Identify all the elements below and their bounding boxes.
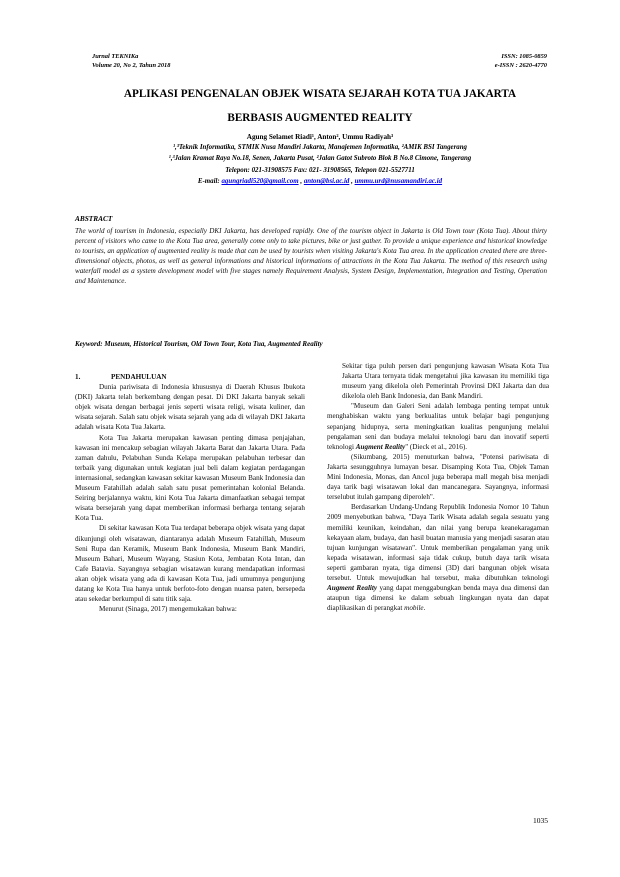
text-run: Berdasarkan Undang-Undang Republik Indonesia Nomor 10 Tahun 2009 menyebutkan bahwa, "Daya Tarik Wisata adalah segala sesuatu yang memiliki keunikan, keindahan, dan nilai yang berupa keanekaragaman kekayaan alam, budaya, dan hasil buatan manusia yang menjadi sasaran atau tujuan kunjungan wisatawan". Untuk memberikan pengalaman yang unik kepada wisatawan, informasi saja tidak cukup, butuh daya tarik wisata seperti gambaran nyata, tiga dimensi (3D) dari bangunan objek wisata tersebut. Untuk mewujudkan hal tersebut, maka dibutuhkan teknologi — [327, 503, 549, 582]
affiliation-3: Telepon: 021-31908575 Fax: 021- 31908565, Telepon 021-5527711 — [225, 167, 415, 174]
body-paragraph: Kota Tua Jakarta merupakan kawasan penting dimasa penjajahan, kawasan ini mencakup sebagian wilayah Jakarta Barat dan Jakarta Utara. Pada zaman dahulu, Pelabuhan Sunda Kelapa merupakan pelabuhan terbesar dan terbaik yang digunakan untuk kegiatan jual beli dalam kegiatan perdagangan internasional, sedangkan kawasan sekitar kawasan Museum Bank Indonesia dan Museum Fatahillah adalah salah satu pusat pemerintahan kolonial Belanda. Seiring berjalannya waktu, kini Kota Tua Jakarta dimanfaatkan sebagai tempat wisata bersejarah yang dapat memberikan informasi berharga tentang sejarah Kota Tua. — [75, 433, 305, 523]
page-number: 1035 — [533, 816, 548, 825]
section-title: PENDAHULUAN — [111, 373, 167, 381]
body-paragraph: Di sekitar kawasan Kota Tua terdapat beberapa objek wisata yang dapat dikunjungi oleh wisatawan, diantaranya adalah Museum Fatahillah, Museum Seni Rupa dan Keramik, Museum Bank Indonesia, Museum Bank Mandiri, Museum Bahari, Museum Wayang, Stasiun Kota, Jembatan Kota Intan, dan Cafe Batavia. Sayangnya sebagian wisatawan kurang mendapatkan informasi akan objek wisata yang ada di kawasan Kota Tua, jadi umumnya pengunjung datang ke Kota Tua hanya untuk berfoto-foto dengan nuansa paten, bersepeda atau sekedar berkumpul di satu titik saja. — [75, 524, 305, 604]
authors: Agung Selamet Riadi¹, Anton², Ummu Radiyah³ — [246, 133, 394, 141]
journal-header-left — [92, 53, 170, 70]
email-link-3[interactable]: ummu.urd@nusamandiri.ac.id — [354, 178, 443, 185]
text-run: yang dapat menggabungkan benda maya dua dimensi dan ataupun tiga dimensi ke dalam sebuah lingkungan nyata dan dapat diaplikasikan di perangkat — [327, 584, 549, 613]
right-column — [327, 361, 549, 613]
affiliation-1: ¹,³Teknik Informatika, STMIK Nusa Mandiri Jakarta, Manajemen Informatika, ²AMIK BSI Tangerang — [172, 144, 467, 151]
email-label: E-mail: — [197, 178, 220, 185]
email-separator: , — [300, 178, 303, 185]
paper-title-line2: BERBASIS AUGMENTED REALITY — [227, 112, 413, 124]
journal-name: Jurnal TEKNIKa — [92, 53, 139, 60]
body-paragraph: Dunia pariwisata di Indonesia khususnya di Daerah Khusus Ibukota (DKI) Jakarta telah berkembang dengan pesat. Di DKI Jakarta banyak sekali objek wisata dengan berbagai jenis seperti wisata religi, wisata kuliner, dan wisata sejarah. Salah satu objek wisata sejarah yang ada di wilayah DKI Jakarta adalah wisata Kota Tua Jakarta. — [75, 383, 305, 432]
paper-title-line1: APLIKASI PENGENALAN OBJEK WISATA SEJARAH KOTA TUA JAKARTA — [123, 88, 517, 100]
section-heading — [75, 372, 305, 382]
email-line — [60, 177, 580, 188]
body-paragraph: (Sikumbang, 2015) menuturkan bahwa, "Potensi pariwisata di Jakarta sesungguhnya lumayan besar. Disamping Kota Tua, Objek Taman Mini Indonesia, Monas, dan Ancol juga beberapa mall megah bisa menjadi daya tarik bagi wisatawan lokal dan mancanegara. Sayangnya, informasi terselubut itulah gampang diperoleh". — [327, 452, 549, 502]
abstract-text: The world of tourism in Indonesia, especially DKI Jakarta, has developed rapidly. One of the tourism object in Jakarta is Old Town tour (Kota Tua). About thirty percent of visitors who came to the Kota Tua area, generally come only to take pictures, bike or just gather. To provide a unique experience and historical knowledge to tourists, an application of augmented reality is made that can be used by tourists when visiting Jakarta's Kota Tua area. In the application created there are three-dimensional objects, photos, as well as general informations and historical informations of attractions in the Kota Tua Jakarta. The method of this research using waterfall model as a system development model with five stages namely Requirement Analysis, System Design, Implementation, Integration and Testing, Operation and Maintenance. — [75, 227, 547, 286]
body-paragraph — [327, 401, 549, 451]
text-run: . — [423, 604, 426, 613]
journal-issn: ISSN: 1085-0859 — [501, 53, 547, 60]
text-run: "Museum dan Galeri Seni adalah lembaga penting tempat untuk menghabiskan waktu yang berkualitas untuk belajar bagi pengunjung sepanjang hidupnya, serta meningkatkan kualitas pengunjung melalui pengalaman seni dan budaya melalui teknologi baru dan inovatif seperti teknologi — [327, 402, 549, 451]
emphasis: Augment Reality — [327, 584, 378, 593]
email-link-2[interactable]: anton@bsi.ac.id — [303, 178, 350, 185]
section-number: 1. — [75, 373, 81, 381]
journal-eissn: e-ISSN : 2620-4770 — [494, 61, 547, 69]
journal-volume: Volume 20, No 2, Tahun 2018 — [92, 61, 171, 69]
email-link-1[interactable]: agungriadi520@gmail.com — [221, 178, 299, 185]
body-paragraph — [327, 502, 549, 613]
body-paragraph: Menurut (Sinaga, 2017) mengemukakan bahwa: — [99, 605, 237, 614]
emphasis: mobile — [404, 604, 424, 613]
affiliation-2: ¹,³Jalan Kramat Raya No.18, Senen, Jakarta Pusat, ²Jalan Gatot Subroto Blok B No.8 Cimone, Tangerang — [168, 155, 472, 162]
text-run: " (Dieck et al., 2016). — [405, 442, 467, 451]
email-separator: , — [351, 178, 353, 185]
journal-header-right — [495, 53, 547, 70]
abstract-heading: ABSTRACT — [75, 214, 113, 223]
left-column — [75, 372, 305, 614]
keywords: Keyword: Museum, Historical Tourism, Old Town Tour, Kota Tua, Augmented Reality — [75, 340, 323, 348]
block-quote: Sekitar tiga puluh persen dari pengunjung kawasan Wisata Kota Tua Jakarta Utara ternyata tidak mengetahui jika kawasan itu memiliki tiga museum yang dikelola oleh Pemerintah Provinsi DKI Jakarta dan dua dikelola oleh Bank Indonesia, dan Bank Mandiri. — [342, 362, 549, 401]
emphasis: Augment Reality — [355, 442, 406, 451]
